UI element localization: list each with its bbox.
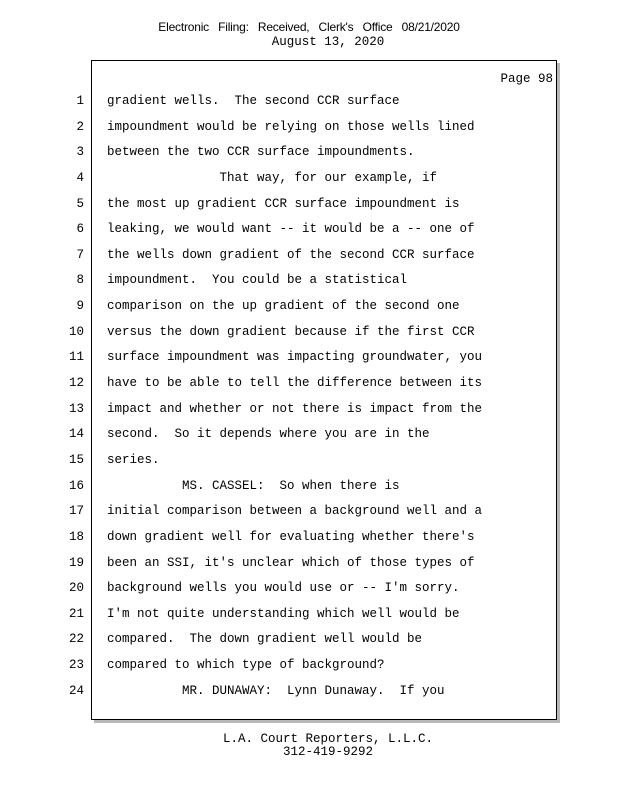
- line-number: 11: [68, 350, 84, 365]
- line-number: 2: [76, 119, 84, 134]
- transcript-line: impact and whether or not there is impact from the: [107, 401, 483, 416]
- line-number: 9: [76, 299, 84, 314]
- transcript-line: gradient wells. The second CCR surface: [107, 94, 400, 108]
- line-number: 18: [68, 529, 84, 544]
- transcript-line: leaking, we would want -- it would be a -- one of: [107, 222, 475, 237]
- line-number: 4: [76, 170, 84, 185]
- line-number: 8: [76, 273, 84, 288]
- line-number: 23: [68, 658, 84, 673]
- transcript-line: versus the down gradient because if the first CCR: [107, 324, 475, 339]
- transcript-line: MS. CASSEL: So when there is: [107, 478, 400, 493]
- line-number: 16: [68, 478, 84, 493]
- line-number: 12: [68, 376, 84, 391]
- transcript-line: been an SSI, it's unclear which of those types of: [107, 555, 475, 570]
- line-number: 14: [68, 427, 84, 442]
- transcript-line: down gradient well for evaluating whether there's: [107, 529, 475, 544]
- transcript-line: surface impoundment was impacting groundwater, you: [107, 350, 483, 365]
- reporter-company: L.A. Court Reporters, L.L.C.: [222, 732, 434, 746]
- line-number: 15: [68, 452, 84, 467]
- line-number: 3: [76, 145, 84, 160]
- line-number: 5: [76, 196, 84, 211]
- reporter-footer: [0, 733, 618, 759]
- transcript-line: have to be able to tell the difference between its: [107, 376, 483, 391]
- filing-stamp: Electronic Filing: Received, Clerk's Office 08/21/2020: [158, 20, 460, 34]
- line-number-column: [0, 94, 84, 709]
- transcript-line: background wells you would use or -- I'm sorry.: [107, 581, 460, 596]
- transcript-text: [107, 94, 507, 709]
- line-number: 10: [68, 324, 84, 339]
- transcript-line: compared to which type of background?: [107, 658, 385, 673]
- page-number: Page 98: [500, 72, 553, 86]
- transcript-line: impoundment. You could be a statistical: [107, 273, 408, 288]
- line-number: 7: [76, 247, 84, 262]
- transcript-line: initial comparison between a background well and a: [107, 504, 483, 519]
- transcript-line: the most up gradient CCR surface impoundment is: [107, 196, 460, 211]
- line-number: 24: [68, 683, 84, 698]
- transcript-line: the wells down gradient of the second CCR surface: [107, 247, 475, 262]
- line-number: 1: [76, 94, 84, 108]
- line-number: 19: [68, 555, 84, 570]
- transcript-line: impoundment would be relying on those wells lined: [107, 119, 475, 134]
- transcript-line: comparison on the up gradient of the second one: [107, 299, 460, 314]
- hearing-date: August 13, 2020: [271, 35, 385, 49]
- line-number: 20: [68, 581, 84, 596]
- transcript-line: That way, for our example, if: [107, 170, 438, 185]
- transcript-line: I'm not quite understanding which well would be: [107, 606, 460, 621]
- line-number: 21: [68, 606, 84, 621]
- line-number: 17: [68, 504, 84, 519]
- line-number: 6: [76, 222, 84, 237]
- transcript-line: between the two CCR surface impoundments.: [107, 145, 415, 160]
- line-number: 13: [68, 401, 84, 416]
- transcript-line: MR. DUNAWAY: Lynn Dunaway. If you: [107, 683, 445, 698]
- transcript-line: second. So it depends where you are in the: [107, 427, 430, 442]
- line-number: 22: [68, 632, 84, 647]
- reporter-phone: 312-419-9292: [282, 745, 373, 759]
- transcript-line: compared. The down gradient well would be: [107, 632, 423, 647]
- transcript-line: series.: [107, 452, 160, 467]
